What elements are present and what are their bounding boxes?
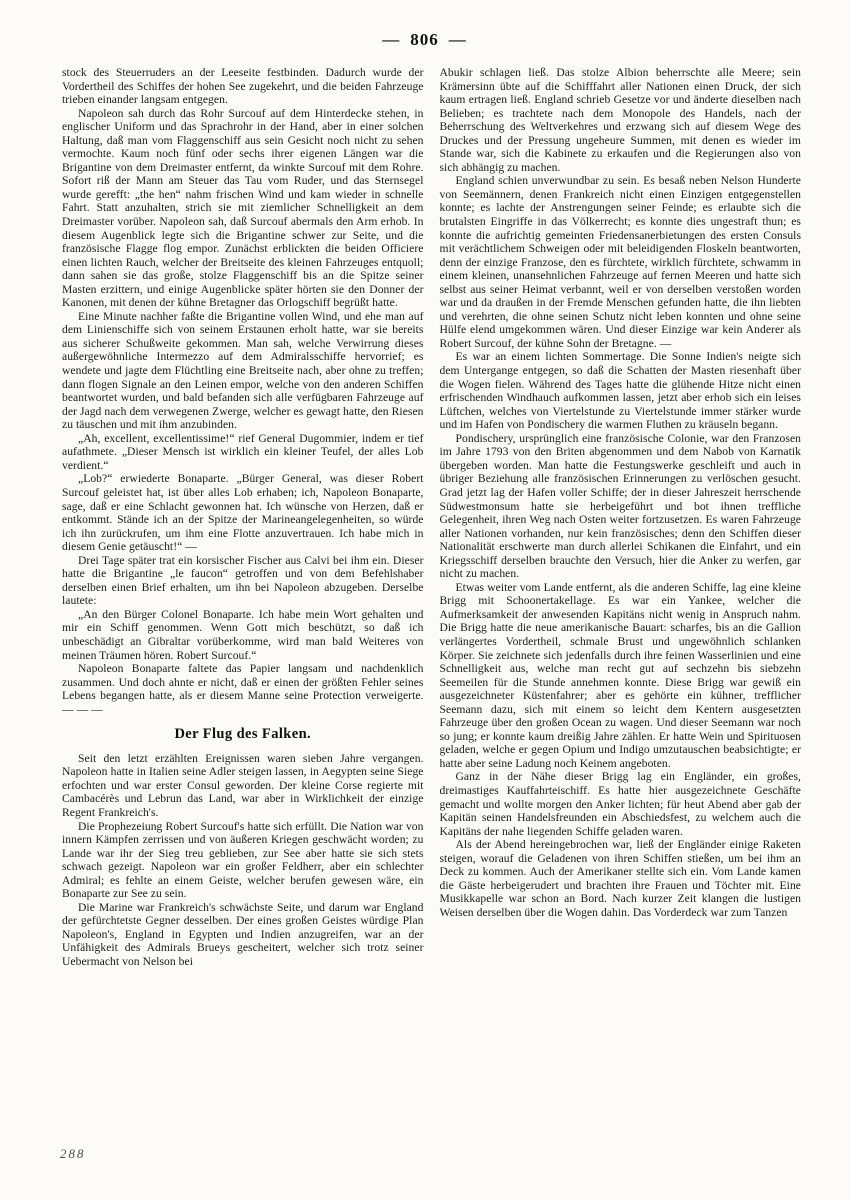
text-columns bbox=[62, 66, 801, 969]
paragraph: Etwas weiter vom Lande entfernt, als die anderen Schiffe, lag eine kleine Brigg mit Schoonertakellage. Es war ein Yankee, welcher die Aufmerksamkeit der anwesenden Kapitäns nicht wenig in Anspruch nahm. Die Brigg hatte die neue amerikanische Bauart: scharfes, bis an die Gallion verlängertes Vordertheil, schmale Brust und ungewöhnlich schlanken Körper. Sie zeichnete sich jedenfalls durch ihre feinen Wasserlinien und eine Schnelligkeit aus, welche man recht gut auf sechzehn bis siebzehn Seemeilen für die Stunde annehmen konnte. Diese Brigg war gewiß ein ausgezeichneter Küstenfahrer; aber es gehörte ein kühner, trefflicher Seemann dazu, sich mit einem so leicht dem Kentern ausgesetzten Fahrzeuge über den großen Ocean zu wagen. Und dieser Seemann war noch so jung; er konnte kaum dreißig Jahre zählen. Er hatte Wein und Spirituosen geladen, welche er gegen Opium und Indigo umzutauschen beabsichtigte; er hatte aber seine Ladung noch Keinem angeboten. bbox=[439, 580, 801, 770]
left-column bbox=[62, 66, 424, 969]
paragraph: Als der Abend hereingebrochen war, ließ der Engländer einige Raketen steigen, worauf die Geladenen von ihren Schiffen stießen, um bei ihm an Deck zu kommen. Auch der Amerikaner stellte sich ein. Vom Lande kamen die Gäste herbeigerudert und brachten ihre Frauen und Töchter mit. Eine Musikkapelle war schon an Bord. Nach kurzer Zeit klangen die lustigen Weisen derselben über die Wogen dahin. Das Vorderdeck war zum Tanzen bbox=[439, 838, 801, 919]
page-number: 806 bbox=[410, 30, 439, 49]
sheet-signature: 288 bbox=[60, 1146, 86, 1161]
section-heading: Der Flug des Falken. bbox=[174, 726, 312, 743]
paragraph: Die Prophezeiung Robert Surcouf's hatte sich erfüllt. Die Nation war von innern Kämpfen zerrissen und von äußeren Kriegen geschwächt worden; zu Lande war ihr der Sieg treu geblieben, zur See aber hatte sie sich stets schwach gezeigt. Napoleon war ein großer Feldherr, aber ein schlechter Admiral; es fehlte an einem Geiste, welcher berufen gewesen wäre, ein Bonaparte zur See zu sein. bbox=[62, 819, 424, 901]
paragraph: Napoleon sah durch das Rohr Surcouf auf dem Hinterdecke stehen, in englischer Uniform und das Sprachrohr in der Hand, aber in einer solchen Haltung, daß man vom Flaggenschiff aus sein Gesicht noch nicht zu sehen vermochte. Kaum noch fünf oder sechs ihrer eigenen Längen war die Brigantine von dem Dreimaster entfernt, da winkte Surcouf mit dem Rohre. Sofort riß der Mann am Steuer das Tau vom Ruder, und das Sternsegel wurde gerefft: „the hen“ nahm frischen Wind und kam wieder in schnelle Fahrt. Statt anzuhalten, strich sie mit ziemlicher Schnelligkeit an dem Dreimaster vorüber. Napoleon sah, daß Surcouf abermals den Arm erhob. In diesem Augenblick legte sich die Brigantine schwer zur Seite, und die französische Flagge flog empor. Zunächst erblickten die beiden Officiere einen lichten Rauch, welcher der Breitseite des kleinen Fahrzeuges entquoll; dann sahen sie das große, stolze Flaggenschiff bis an die Spitze seiner Masten erzittern, und einige Augenblicke später hörten sie den Donner der Kanonen, mit denen der kühne Bretagner das Orlogschiff begrüßt hatte. bbox=[62, 106, 424, 310]
paragraph: England schien unverwundbar zu sein. Es besaß neben Nelson Hunderte von Seemännern, denen Frankreich nicht einen Einzigen entgegenstellen konnte; es lachte der Anstrengungen seiner Feinde; es erlaubte sich die brutalsten Eingriffe in das Völkerrecht; es konnte dies ungestraft thun; es konnte die aufrichtig gemeinten Friedensanerbietungen des ersten Consuls mit verächtlichem Schweigen oder mit beleidigenden Floskeln beantworten, denn der einzige Franzose, den es fürchtete, wirklich fürchtete, schwamm in einem kleinen, unansehnlichen Fahrzeuge auf fernen Meeren und hatte sich selbst aus seiner Heimat verbannt, weil er von derselben verstoßen worden war und da draußen in der Fremde Menschen gefunden hatte, die ihn liebten und verehrten, die ohne seinen Schutz nicht leben konnten und ohne seine Hülfe elend umgekommen wären. Und dieser Einzige war kein Anderer als Robert Surcouf, der kühne Sohn der Bretagne. — bbox=[439, 174, 801, 350]
right-column bbox=[440, 66, 802, 969]
paragraph: Eine Minute nachher faßte die Brigantine vollen Wind, und ehe man auf dem Linienschiffe sich von seinem Erstaunen erholt hatte, war sie bereits aus sicherer Schußweite gekommen. Man sah, welche Verwirrung dieses außergewöhnliche Intermezzo auf dem Admiralsschiffe hervorrief; es wendete und jagte dem Flüchtling eine Breitseite nach, aber ohne zu treffen; dann flogen Signale an den Leinen empor, welche von den anderen Schiffen beantwortet wurden, und bald befanden sich alle verfügbaren Fahrzeuge auf der Jagd nach dem verwegenen Zwerge, welcher es gewagt hatte, den Riesen zu täuschen und mit ihm anzubinden. bbox=[62, 309, 424, 432]
paragraph: Pondischery, ursprünglich eine französische Colonie, war den Franzosen im Jahre 1793 von den Briten abgenommen und dem Nabob von Karnatik übergeben worden. Man hatte die Festungswerke geschleift und auch in übriger Beziehung alle französischen Erinnerungen zu verlöschen gesucht. Grad jetzt lag der Hafen voller Schiffe; der in dieser Jahreszeit herrschende Südwestmonsum hatte sie herbeigeführt und bot ihnen treffliche Gelegenheit, ihren Weg nach Osten weiter fortzusetzen. Es waren Fahrzeuge aller Nationen vorhanden, nur kein französisches; denn den Schiffen dieser Nationalität erschwerte man durch allerlei Schikanen die Einfahrt, und ein Kriegsschiff derselben brauchte den Versuch, hier die Anker zu werfen, gar nicht zu machen. bbox=[439, 431, 801, 581]
paragraph: „Lob?“ erwiederte Bonaparte. „Bürger General, was dieser Robert Surcouf geleistet hat, ist über alles Lob erhaben; ich, Napoleon Bonaparte, sage, daß er eine Schlacht gewonnen hat. Ich wünsche von Herzen, daß er entkommt. Stände ich an der Spitze der Marineangelegenheiten, so würde ich ihn zurückrufen, um ihm eine Flotte anzuvertrauen. Ich habe mich in diesem Genie getäuscht!“ — bbox=[62, 472, 424, 554]
paragraph: Seit den letzt erzählten Ereignissen waren sieben Jahre vergangen. Napoleon hatte in Italien seine Adler steigen lassen, in Aegypten seine Siege erfochten und war erster Consul geworden. Der kleine Corse regierte mit Cambacérès und Lebrun das Land, war aber in Wirklichkeit der einzige Regent Frankreich's. bbox=[62, 751, 424, 819]
paragraph: Abukir schlagen ließ. Das stolze Albion beherrschte alle Meere; sein Krämersinn übte auf die Schifffahrt aller Nationen einen Druck, der sich kaum ertragen ließ. England schrieb Gesetze vor und änderte dieselben nach Belieben; es trachtete nach dem Monopole des Handels, nach der Beherrschung des Weltverkehres und erzwang sich auf diesem Wege des Druckes und der Pressung ungeheure Summen, mit denen es wieder im Stande war, sich die Kabinete zu erkaufen und die Regierungen also von sich abhängig zu machen. bbox=[439, 66, 801, 174]
header-right-dash: — bbox=[448, 30, 467, 49]
paragraph: Die Marine war Frankreich's schwächste Seite, und darum war England der gefürchtetste Gegner desselben. Der eines großen Geistes würdige Plan Napoleon's, England in Egypten und Indien anzugreifen, war an der Unfähigkeit des Admirals Brueys gescheitert, welcher sich trotz seiner Uebermacht von Nelson bei bbox=[62, 900, 424, 968]
paragraph: „Ah, excellent, excellentissime!“ rief General Dugommier, indem er tief aufathmete. „Dieser Mensch ist wirklich ein kleiner Teufel, der alles Lob verdient.“ bbox=[62, 431, 424, 472]
paragraph: stock des Steuerruders an der Leeseite festbinden. Dadurch wurde der Vordertheil des Schiffes der hohen See zugekehrt, und die beiden Fahrzeuge trieben einander langsam entgegen. bbox=[62, 66, 424, 107]
page-header bbox=[0, 30, 849, 50]
paragraph: Drei Tage später trat ein korsischer Fischer aus Calvi bei ihm ein. Dieser hatte die Brigantine „le faucon“ getroffen und von dem Befehlshaber derselben einen Brief erhalten, um ihn bei Napoleon abzugeben. Derselbe lautete: bbox=[62, 553, 424, 608]
paragraph: Ganz in der Nähe dieser Brigg lag ein Engländer, ein großes, dreimastiges Kauffahrteischiff. Es hatte hier ausgezeichnete Geschäfte gemacht und wollte morgen den Anker lichten; für heut Abend aber gab der Kapitän seinen Handelsfreunden ein Abschiedsfest, zu welchem auch die Kapitäns der nahe liegenden Schiffe geladen waren. bbox=[439, 770, 801, 838]
paragraph: Napoleon Bonaparte faltete das Papier langsam und nachdenklich zusammen. Und doch ahnte er nicht, daß er einen der größten Fehler seines Lebens begangen hatte, als er diesem Manne seine Protection verweigerte. — — — bbox=[62, 662, 424, 716]
header-left-dash: — bbox=[382, 30, 401, 49]
paragraph: „An den Bürger Colonel Bonaparte. Ich habe mein Wort gehalten und mir ein Schiff genommen. Wenn Gott mich beschützt, so daß ich unbeschädigt an Gibraltar vorüberkomme, wird man bald Weiteres von meinen Träumen hören. Robert Surcouf.“ bbox=[62, 607, 424, 662]
paragraph: Es war an einem lichten Sommertage. Die Sonne Indien's neigte sich dem Untergange entgegen, so daß die Schatten der Masten riesenhaft über die Wogen fielen. Während des Tages hatte die glühende Hitze nicht einen erfrischenden Windhauch aufkommen lassen, jetzt aber erhob sich ein leises Lüftchen, welches von Viertelstunde zu Viertelstunde immer stärker wurde und im Hafen von Pondischery die warmen Fluthen zu kräuseln begann. bbox=[439, 350, 801, 432]
